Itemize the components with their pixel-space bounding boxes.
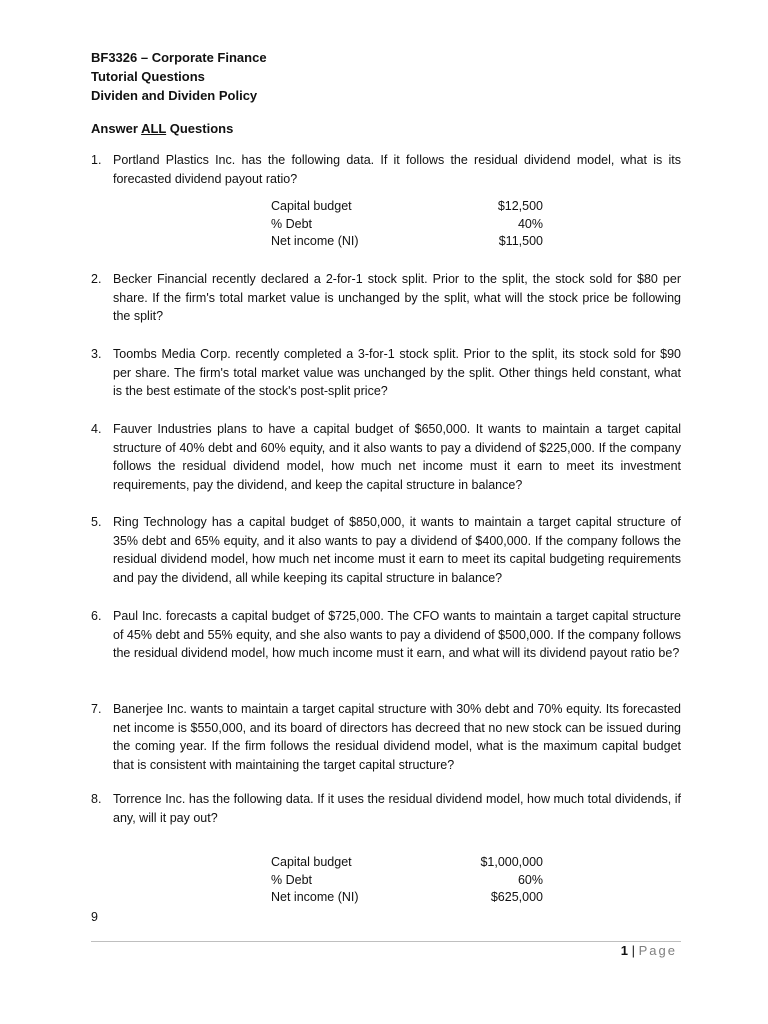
table-row: Capital budget $1,000,000: [271, 855, 543, 869]
document-header: [91, 48, 267, 105]
question-7: 7. Banerjee Inc. wants to maintain a target capital structure with 30% debt and 70% equity. Its forecasted net income is $550,000, and its board of directors has decreed that no new stock can be issued during the coming year. If the firm follows the residual dividend model, what is the maximum capital budget that is consistent with maintaining the target capital structure?: [91, 702, 681, 772]
instructions: Answer ALL Questions: [91, 121, 234, 136]
table-row: % Debt 60%: [271, 872, 543, 887]
table-row: Net income (NI) $11,500: [271, 234, 543, 248]
question-8: 8. Torrence Inc. has the following data. If it uses the residual dividend model, how much total dividends, if any, will it pay out?: [91, 792, 681, 825]
table-row: Net income (NI) $625,000: [271, 890, 543, 904]
footer-divider: [91, 941, 681, 942]
page-label: Page: [638, 943, 677, 958]
instructions-emphasis: ALL: [141, 121, 167, 136]
page-number: 1: [620, 943, 629, 958]
topic-title: Dividen and Dividen Policy: [91, 88, 258, 103]
question-1: 1. Portland Plastics Inc. has the following data. If it follows the residual dividend model, what is its forecasted dividend payout ratio?: [91, 153, 681, 186]
course-title: BF3326 – Corporate Finance: [91, 50, 267, 65]
table-row: Capital budget $12,500: [271, 199, 543, 213]
next-question-number: 9: [91, 910, 98, 924]
table-row: % Debt 40%: [271, 216, 543, 231]
question-2: 2. Becker Financial recently declared a 2-for-1 stock split. Prior to the split, the stock sold for $80 per share. If the firm's total market value is unchanged by the split, what will the stock price be following the split?: [91, 272, 681, 323]
page-footer: 1 | Page: [620, 943, 677, 958]
document-subtitle: Tutorial Questions: [91, 69, 205, 84]
data-table-1: [271, 198, 543, 251]
question-6: 6. Paul Inc. forecasts a capital budget of $725,000. The CFO wants to maintain a target capital structure of 45% debt and 55% equity, and she also wants to pay a dividend of $500,000. If the company follows the residual dividend model, how much income must it earn, and what will its dividend payout ratio be?: [91, 609, 681, 660]
data-table-2: [271, 854, 543, 907]
question-4: 4. Fauver Industries plans to have a capital budget of $650,000. It wants to maintain a target capital structure of 40% debt and 60% equity, and it also wants to pay a dividend of $225,000. If the company follows the residual dividend model, how much net income must it earn to meet its investment requirements, pay the dividend, and keep the capital structure in balance?: [91, 422, 681, 492]
question-5: 5. Ring Technology has a capital budget of $850,000, it wants to maintain a target capital structure of 35% debt and 65% equity, and it also wants to pay a dividend of $400,000. If the company follows the residual dividend model, how much net income must it earn to meet its capital budgeting requirements and pay the dividend, all while keeping its capital structure in balance?: [91, 515, 681, 585]
question-3: 3. Toombs Media Corp. recently completed a 3-for-1 stock split. Prior to the split, its stock sold for $90 per share. The firm's total market value was unchanged by the split. Other things held constant, what is the best estimate of the stock's post-split price?: [91, 347, 681, 398]
